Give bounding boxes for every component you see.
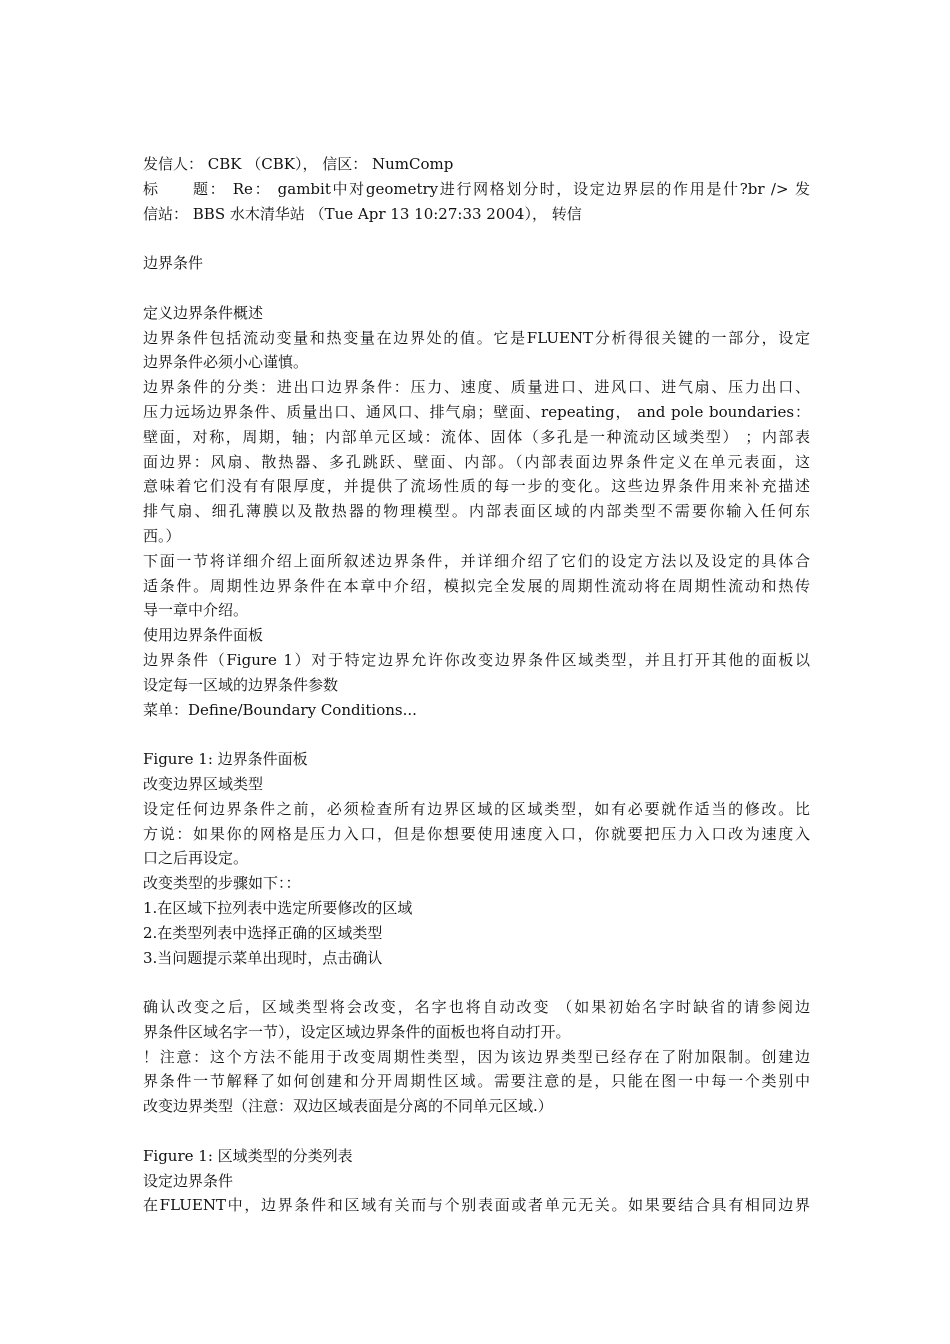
spacer <box>143 226 810 251</box>
figure-caption: Figure 1: 边界条件面板 <box>143 750 308 769</box>
list-item: 3.当问题提示菜单出现时，点击确认 <box>143 948 383 967</box>
header-title-line: 标 题： Re： gambit中对geometry进行网格划分时，设定边界层的作用是什?br /> 发 <box>143 179 810 198</box>
menu-path: 菜单：Define/Boundary Conditions... <box>143 700 417 719</box>
paragraph-line: 排气扇、细孔薄膜以及散热器的物理模型。内部表面区域的内部类型不需要你输入任何东 <box>143 502 810 521</box>
paragraph-line: 在FLUENT中，边界条件和区域有关而与个别表面或者单元无关。如果要结合具有相同边界 <box>143 1196 810 1215</box>
paragraph-line: 压力远场边界条件、质量出口、通风口、排气扇；壁面、repeating， and pole boundaries： <box>143 402 810 421</box>
set-bc-heading: 设定边界条件 <box>143 1171 234 1190</box>
paragraph-line: 西。） <box>143 526 181 545</box>
note-line: 改变边界类型（注意：双边区域表面是分离的不同单元区域.） <box>143 1097 553 1116</box>
spacer <box>143 1119 810 1144</box>
steps-intro: 改变类型的步骤如下：： <box>143 874 301 893</box>
paragraph-line: 设定每一区域的边界条件参数 <box>143 675 339 694</box>
paragraph-line: 下面一节将详细介绍上面所叙述边界条件，并详细介绍了它们的设定方法以及设定的具体合 <box>143 551 810 570</box>
paragraph-line: 适条件。周期性边界条件在本章中介绍，模拟完全发展的周期性流动将在周期性流动和热传 <box>143 576 810 595</box>
change-type-heading: 改变边界区域类型 <box>143 774 264 793</box>
paragraph-line: 边界条件（Figure 1）对于特定边界允许你改变边界条件区域类型，并且打开其他的面板以 <box>143 650 810 669</box>
paragraph-line: 面边界：风扇、散热器、多孔跳跃、壁面、内部。（内部表面边界条件定义在单元表面，这 <box>143 452 810 471</box>
paragraph-line: 边界条件必须小心谨慎。 <box>143 353 309 372</box>
paragraph-line: 边界条件包括流动变量和热变量在边界处的值。它是FLUENT分析得很关键的一部分，设定 <box>143 328 810 347</box>
header-from-line: 发信人： CBK （CBK）， 信区： NumComp <box>143 155 454 173</box>
spacer <box>143 970 810 995</box>
note-line: ！注意：这个方法不能用于改变周期性类型，因为该边界类型已经存在了附加限制。创建边 <box>143 1047 810 1066</box>
paragraph-line: 口之后再设定。 <box>143 849 249 868</box>
spacer <box>143 276 810 301</box>
paragraph-line: 确认改变之后，区域类型将会改变，名字也将自动改变 （如果初始名字时缺省的请参阅边 <box>143 998 810 1017</box>
figure-caption: Figure 1: 区域类型的分类列表 <box>143 1146 353 1165</box>
panel-heading: 使用边界条件面板 <box>143 626 264 645</box>
paragraph-line: 导一章中介绍。 <box>143 601 249 620</box>
overview-heading: 定义边界条件概述 <box>143 303 264 322</box>
section-title: 边界条件 <box>143 254 204 273</box>
paragraph-line: 界条件区域名字一节），设定区域边界条件的面板也将自动打开。 <box>143 1022 571 1041</box>
list-item: 2.在类型列表中选择正确的区域类型 <box>143 923 383 942</box>
note-line: 界条件一节解释了如何创建和分开周期性区域。需要注意的是，只能在图一中每一个类别中 <box>143 1072 810 1091</box>
spacer <box>143 722 810 747</box>
paragraph-line: 意味着它们没有有限厚度，并提供了流场性质的每一步的变化。这些边界条件用来补充描述 <box>143 477 810 496</box>
paragraph-line: 壁面，对称，周期，轴；内部单元区域：流体、固体（多孔是一种流动区域类型） ；内部表 <box>143 427 810 446</box>
paragraph-line: 设定任何边界条件之前，必须检查所有边界区域的区域类型，如有必要就作适当的修改。比 <box>143 799 810 818</box>
paragraph-line: 方说：如果你的网格是压力入口，但是你想要使用速度入口，你就要把压力入口改为速度入 <box>143 824 810 843</box>
paragraph-line: 边界条件的分类：进出口边界条件：压力、速度、质量进口、进风口、进气扇、压力出口、 <box>143 378 810 397</box>
list-item: 1.在区域下拉列表中选定所要修改的区域 <box>143 898 413 917</box>
header-site-line: 信站： BBS 水木清华站 （Tue Apr 13 10:27:33 2004）， 转信 <box>143 204 582 223</box>
